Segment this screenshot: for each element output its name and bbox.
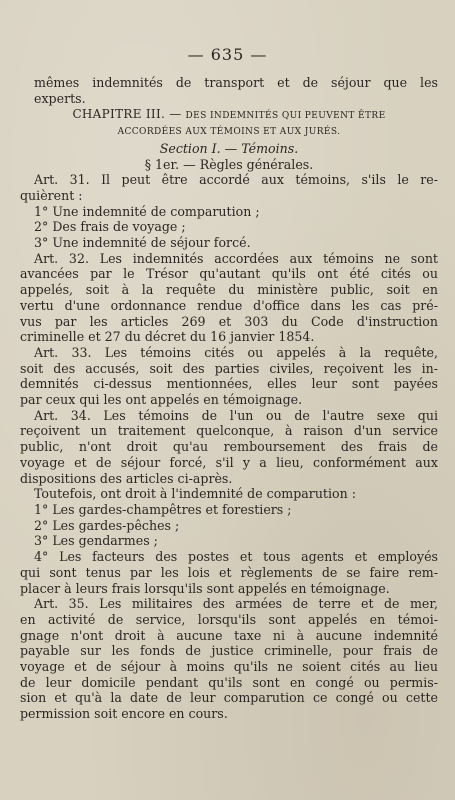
article-33-line: Art. 33. Les témoins cités ou appelés à la requête, — [34, 344, 438, 360]
paragraph-heading: § 1er. — Règles générales. — [144, 156, 314, 172]
article-32-line: Art. 32. Les indemnités accordées aux témoins ne sont — [34, 250, 438, 266]
page-body — [20, 75, 438, 722]
list-item: 3° Une indemnité de séjour forcé. — [34, 235, 251, 251]
list-item: 1° Une indemnité de comparution ; — [34, 203, 260, 219]
article-34-line: dispositions des articles ci-après. — [20, 470, 233, 486]
article-33-line: par ceux qui les ont appelés en témoignage. — [20, 392, 303, 408]
article-34-line: reçoivent un traitement quelconque, à raison d'un service — [20, 423, 438, 439]
article-35-line: payable sur les fonds de justice criminelle, pour frais de — [20, 643, 438, 659]
article-35-line: de leur domicile pendant qu'ils sont en congé ou permis- — [20, 674, 438, 690]
text-line: mêmes indemnités de transport et de séjour que les — [34, 75, 438, 90]
article-33-line: soit des accusés, soit des parties civiles, reçoivent les in- — [20, 360, 438, 376]
chapter-subtitle-line2: ACCORDÉES AUX TÉMOINS ET AUX JURÉS. — [117, 127, 341, 138]
text-line: Toutefois, ont droit à l'indemnité de comparution : — [34, 486, 356, 502]
article-34-line: voyage et de séjour forcé, s'il y a lieu, conformément aux — [20, 454, 438, 470]
text-line: experts. — [34, 90, 86, 106]
article-32-line: criminelle et 27 du décret du 16 janvier 1854. — [20, 329, 315, 345]
article-35-line: Art. 35. Les militaires des armées de terre et de mer, — [34, 596, 438, 612]
article-34-line: public, n'ont droit qu'au remboursement des frais de — [20, 439, 438, 455]
text-line: placer à leurs frais lorsqu'ils sont appelés en témoignage. — [20, 580, 390, 596]
article-34-line: Art. 34. Les témoins de l'un ou de l'autre sexe qui — [34, 407, 438, 423]
list-item: 2° Des frais de voyage ; — [34, 219, 186, 235]
article-32-line: vus par les articles 269 et 303 du Code d'instruction — [20, 313, 438, 329]
article-33-line: demnités ci-dessus mentionnées, elles leur sont payées — [20, 376, 438, 392]
article-32-line: vertu d'une ordonnance rendue d'office dans les cas pré- — [20, 297, 438, 313]
section-heading: Section I. — Témoins. — [159, 140, 299, 156]
chapter-subtitle: DES INDEMNITÉS QUI PEUVENT ÊTRE — [185, 111, 386, 122]
list-item: 2° Les gardes-pêches ; — [34, 517, 180, 533]
article-32-line: appelés, soit à la requête du ministère public, soit en — [20, 282, 438, 298]
chapter-heading — [20, 106, 438, 125]
article-35-line: en activité de service, lorsqu'ils sont appelés en témoi- — [20, 611, 438, 627]
article-31-line: Art. 31. Il peut être accordé aux témoins, s'ils le re- — [34, 172, 438, 188]
text-line: qui sont tenus par les lois et règlements de se faire rem- — [20, 564, 438, 580]
article-35-line: voyage et de séjour à moins qu'ils ne soient cités au lieu — [20, 659, 438, 675]
list-item: 4° Les facteurs des postes et tous agents et employés — [34, 549, 438, 565]
article-31-line: quièrent : — [20, 187, 83, 203]
list-item: 1° Les gardes-champêtres et forestiers ; — [34, 501, 292, 517]
chapter-title: CHAPITRE III. — — [72, 107, 182, 122]
article-35-line: sion et qu'à la date de leur comparution ce congé ou cette — [20, 690, 438, 706]
article-32-line: avancées par le Trésor qu'autant qu'ils ont été cités ou — [20, 266, 438, 282]
article-35-line: permission soit encore en cours. — [20, 706, 228, 722]
page-number: — 635 — — [187, 45, 268, 64]
list-item: 3° Les gendarmes ; — [34, 533, 158, 549]
article-35-line: gnage n'ont droit à aucune taxe ni à aucune indemnité — [20, 627, 438, 643]
